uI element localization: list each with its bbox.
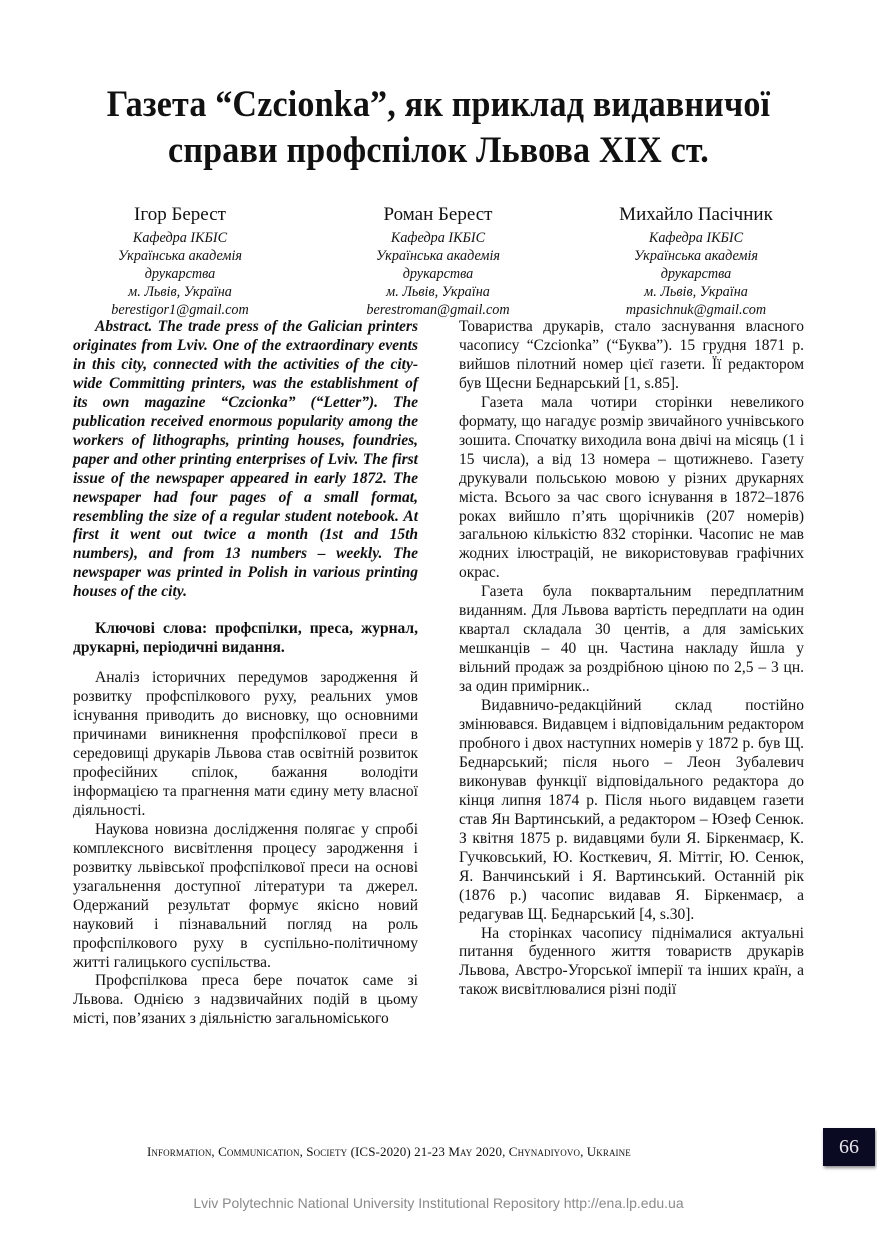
author-name: Михайло Пасічник <box>619 204 773 225</box>
author-department: Кафедра ІКБІС <box>390 230 486 246</box>
page-number-badge: 66 <box>823 1128 875 1166</box>
author-organization: Українська академія <box>117 248 243 264</box>
author-city: м. Львів, Україна <box>128 284 232 300</box>
author-email[interactable]: berestroman@gmail.com <box>366 302 510 318</box>
body-paragraph: Товариства друкарів, стало заснування власного часопису “Czcionka” (“Буква”). 15 грудня 1871 р. вийшов пілотний номер цієї газети. Її редактором був Щесни Беднарський [1, s.85]. <box>459 318 804 392</box>
conference-footer: Information, Communication, Society (ICS-2020) 21-23 May 2020, Chynadiyovo, Ukraine <box>147 1144 631 1159</box>
author-city: м. Львів, Україна <box>386 284 490 300</box>
author-organization-cont: друкарства <box>402 266 474 282</box>
author-department: Кафедра ІКБІС <box>648 230 744 246</box>
body-paragraph: Газета мала чотири сторінки невеликого формату, що нагадує розмір звичайного учнівського зошита. Спочатку виходила вона двічі на місяць (1 і 15 числа), а від 13 номера – щотижнево. Газету друкували польською мовою у різних друкарнях міста. Всього за час свого існування в 1872–1876 роках вийшло п’ять щорічників (207 номерів) загальною кількістю 832 сторінки. Часопис не мав жодних ілюстрацій, не використовував графічних окрас. <box>459 393 804 582</box>
body-paragraph: Газета була поквартальним передплатним виданням. Для Львова вартість передплати на один квартал складала 30 центів, а для заміських мешканців – 40 цн. Частина накладу йшла у вільний продаж за роздрібною ціною по 2,5 – 3 цн. за один примірник.. <box>459 583 804 696</box>
repository-watermark: Lviv Polytechnic National University Institutional Repository http://ena.lp.edu.ua <box>193 1195 684 1211</box>
body-paragraph: На сторінках часопису піднімалися актуальні питання буденного життя товариств друкарів Львова, Австро-Угорської імперії та інших країн, а також висвітлювалися різні події <box>459 924 804 999</box>
author-city: м. Львів, Україна <box>644 284 748 300</box>
keywords: Ключові слова: профспілки, преса, журнал, друкарні, періодичні видання. <box>73 620 418 657</box>
author-department: Кафедра ІКБІС <box>132 230 228 246</box>
author-organization: Українська академія <box>633 248 759 264</box>
body-paragraph: Наукова новизна дослідження полягає у спробі комплексного висвітлення процесу зародження і розвитку львівської профспілкової преси на основі узагальнення доступної літератури та джерел. Одержаний результат формує якісно новий науковий і пізнавальний погляд на роль профспілкового руху в суспільно-політичному житті галицького суспільства. <box>73 820 418 971</box>
author-email[interactable]: mpasichnuk@gmail.com <box>625 302 767 318</box>
author-organization-cont: друкарства <box>660 266 732 282</box>
abstract: Abstract. The trade press of the Galician printers originates from Lviv. One of the extraordinary events in this city, connected with the activities of the city-wide Committing printers, was the establishment of its own magazine “Czcionka” (“Letter”). The publication received enormous popularity among the workers of lithographs, printing houses, foundries, paper and other printing enterprises of Lviv. The first issue of the newspaper appeared in early 1872. The newspaper had four pages of a small format, resembling the size of a regular student notebook. At first it went out twice a month (1st and 15th numbers), and from 13 numbers – weekly. The newspaper was printed in Polish in various printing houses of the city. <box>73 318 418 601</box>
author-name: Роман Берест <box>383 204 493 225</box>
right-column <box>459 318 804 1000</box>
author-email[interactable]: berestigor1@gmail.com <box>111 302 249 318</box>
author-block <box>60 204 300 319</box>
title-line-2: справи профспілок Львова XIX ст. <box>168 130 709 171</box>
author-block <box>318 204 558 319</box>
author-name: Ігор Берест <box>134 204 226 225</box>
body-paragraph: Аналіз історичних передумов зародження й розвитку профспілкового руху, реальних умов існування приводить до висновку, що основними причинами виникнення профспілкової преси в середовищі друкарів Львова став освітній розвиток професійних спілок, бажання володіти інформацією та прагнення мати єдину мету власної діяльності. <box>73 669 418 819</box>
author-organization: Українська академія <box>375 248 501 264</box>
left-column <box>73 318 418 1029</box>
author-block <box>576 204 816 319</box>
author-organization-cont: друкарства <box>144 266 216 282</box>
paper-title <box>35 82 842 174</box>
body-paragraph: Профспілкова преса бере початок саме зі Львова. Однією з надзвичайних подій в цьому місті, пов’язаних з діяльністю загальноміського <box>73 972 418 1028</box>
body-paragraph: Видавничо-редакційний склад постійно змінювався. Видавцем і відповідальним редактором пробного і двох наступних номерів у 1872 р. був Щ. Беднарський; після нього – Леон Зубалевич виконував функції відповідального редактора до кінця липня 1874 р. Після нього видавцем газети став Ян Вартинський, а редактором – Юзеф Сенюк. З квітня 1875 р. видавцями були Я. Біркенмаєр, К. Гучковський, Ю. Косткевич, Я. Міттіг, Ю. Сенюк, Я. Ванчинський і Я. Вартинський. Останній рік (1876 р.) часопис видавав Я. Біркенмаєр, а редагував Щ. Беднарський [4, s.30]. <box>459 697 804 923</box>
title-line-1: Газета “Czcionka”, як приклад видавничої <box>106 84 771 125</box>
